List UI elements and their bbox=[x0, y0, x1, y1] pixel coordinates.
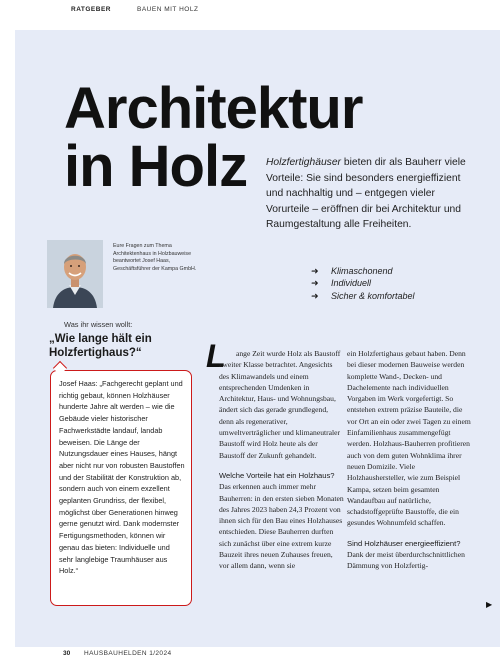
feature-label: Individuell bbox=[331, 278, 372, 289]
paragraph-3: ein Holzfertighaus gebaut haben. Denn bei dieser modernen Bauweise werden komplette Wand-, Decken- und Dachelemente nach individuellen Vorgaben im Werk vorgefertigt. So entstehen extrem präzise Bauteile, die vor Ort an ein oder zwei Tagen zu einem Einfamilienhaus zusammengefügt werden. Holzhaus-Bauherren profitieren auch von dem guten Wohnklima ihrer neuen Domizile. Viele Holzhaushersteller, wie zum Beispiel Kampa, setzen beim gesamten Wandaufbau auf natürliche, schadstoffgeprüfte Baustoffe, die ein gesundes Wohnumfeld schaffen. bbox=[347, 349, 471, 528]
magazine-issue: HAUSBAUHELDEN 1/2024 bbox=[84, 650, 172, 657]
drop-cap: L bbox=[206, 338, 226, 374]
arrow-right-icon: ➜ bbox=[311, 290, 319, 301]
feature-label: Sicher & komfortabel bbox=[331, 290, 415, 301]
question-label: Was ihr wissen wollt: bbox=[64, 320, 133, 329]
feature-item bbox=[311, 290, 415, 302]
arrow-right-icon: ➜ bbox=[311, 266, 319, 276]
topic-label: BAUEN MIT HOLZ bbox=[137, 6, 199, 13]
feature-label: Klimaschonend bbox=[331, 266, 393, 276]
title-line-2: in Holz bbox=[64, 134, 248, 199]
lead-paragraph bbox=[266, 155, 476, 233]
subheading-1: Welche Vorteile hat ein Holzhaus? bbox=[219, 470, 335, 480]
paragraph-4: Dank der meist überdurchschnittlichen Dämmung von Holzfertig- bbox=[347, 550, 465, 571]
paragraph-1: ange Zeit wurde Holz als Baustoff zweiter Klasse betrachtet. Angesichts des Klimawandels und einem entsprechenden Umdenken in Architektur, Haus- und Wohnungsbau, ändert sich das gerade grundlegend, denn als regenerativer, umweltverträglicher und klimaneutraler Baustoff wird Holz heute als der Baustoff der Zukunft gehandelt. bbox=[219, 349, 341, 460]
paragraph-2: Das erkennen auch immer mehr Bauherren: in den ersten sieben Monaten des Jahres 2023 haben 24,3 Prozent von ihnen sich für den Bau eines Holzhauses entschieden. Diese Bauherren durften sich zunächst über eine extrem kurze Bauzeit ihres neuen Zuhauses freuen, vor allem dann, wenn sie bbox=[219, 482, 344, 571]
feature-list bbox=[311, 265, 415, 302]
feature-item bbox=[311, 277, 415, 289]
page-footer bbox=[0, 647, 500, 667]
title-line-1: Architektur bbox=[64, 76, 363, 141]
portrait-image bbox=[47, 240, 103, 308]
page-number: 30 bbox=[63, 650, 71, 657]
expert-portrait bbox=[47, 240, 103, 308]
lead-text: bieten dir als Bauherr viele Vorteile: Sie sind besonders energieffizient und nachhaltig und – entgegen vieler Vorurteile – eröffnen dir bei Architektur und Raumgestaltung alle Freiheiten. bbox=[266, 157, 466, 230]
page-header bbox=[0, 0, 500, 30]
feature-item bbox=[311, 265, 415, 277]
rubric-label: RATGEBER bbox=[71, 6, 111, 13]
arrow-right-icon: ➜ bbox=[311, 278, 319, 289]
question-headline: „Wie lange hält ein Holzfertighaus?“ bbox=[49, 333, 152, 359]
lead-emphasis: Holzfertighäuser bbox=[266, 157, 341, 168]
expert-caption: Eure Fragen zum Thema Architektenhaus in Holzbauweise beantwortet Josef Haas, Geschäftsführer der Kampa GmbH. bbox=[113, 243, 197, 272]
article-column-1 bbox=[219, 348, 344, 572]
answer-text: Josef Haas: „Fachgerecht geplant und richtig gebaut, können Holzhäuser hunderte Jahre alt werden – wie die Gebäude vieler historischer Fachwerkstädte landauf, landab beweisen. Die Länge der Nutzungsdauer eines Hauses, hängt aber nicht nur von robusten Baustoffen und der Stabilität der Konstruktion ab, sondern auch von einem exzellent geplanten Grundriss, der flexibel, möglichst über Generationen hinweg gerne genutzt wird. Dank modernster Fertigungsmethoden, können wir genau das bieten: Individuelle und sehr langlebige Traumhäuser aus Holz.“ bbox=[59, 379, 185, 576]
continue-arrow-icon: ▶ bbox=[486, 600, 493, 609]
article-column-2 bbox=[347, 348, 472, 572]
subheading-2: Sind Holzhäuser energieeffizient? bbox=[347, 538, 461, 548]
